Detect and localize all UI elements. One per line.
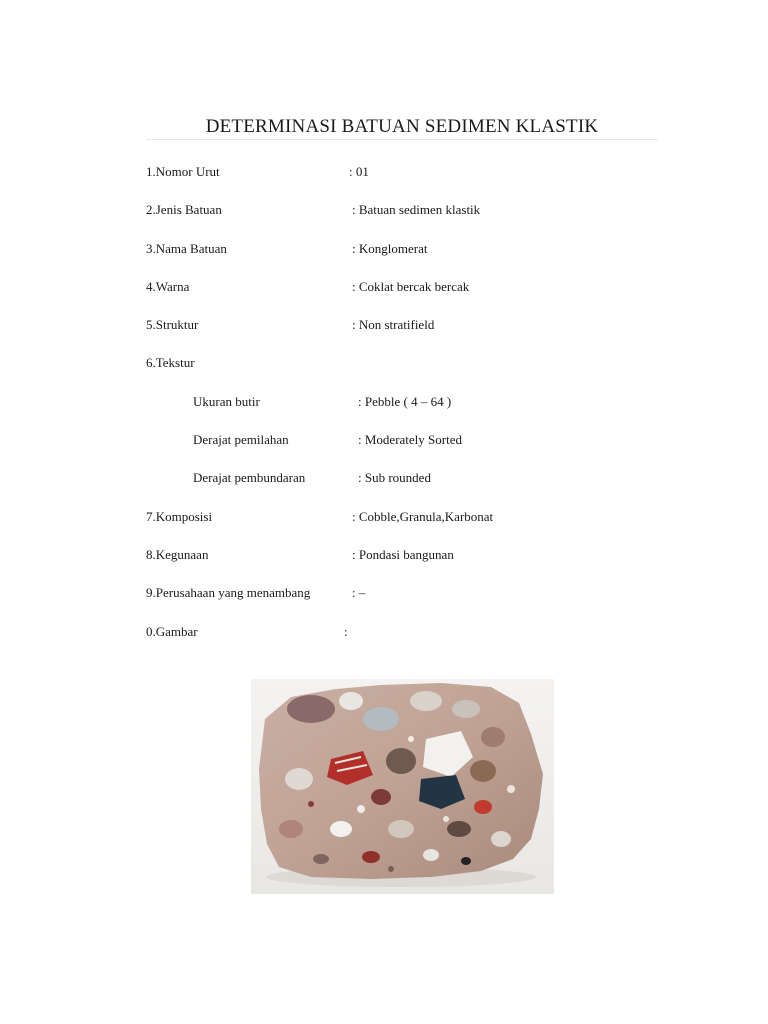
field-row-nomor-urut — [0, 163, 768, 181]
field-row-nama-batuan — [0, 240, 768, 258]
field-label: 2.Jenis Batuan — [146, 202, 222, 217]
field-value: : Sub rounded — [358, 470, 431, 485]
field-row-struktur — [0, 316, 768, 334]
field-row-ukuran-butir — [0, 393, 768, 411]
field-row-kegunaan — [0, 546, 768, 564]
field-label: 8.Kegunaan — [146, 547, 209, 562]
field-label: 6.Tekstur — [146, 355, 195, 370]
field-row-komposisi — [0, 508, 768, 526]
title-divider — [146, 139, 658, 140]
field-label: Derajat pembundaran — [193, 470, 306, 485]
field-row-derajat-pemilahan — [0, 431, 768, 449]
field-label: 0.Gambar — [146, 624, 198, 639]
field-value: : — [344, 624, 348, 639]
field-label: 5.Struktur — [146, 317, 199, 332]
field-label: 9.Perusahaan yang menambang — [146, 585, 311, 600]
page-title: DETERMINASI BATUAN SEDIMEN KLASTIK — [205, 115, 599, 137]
field-label: Ukuran butir — [193, 394, 260, 409]
field-value: : Moderately Sorted — [358, 432, 462, 447]
field-label: 4.Warna — [146, 279, 190, 294]
field-value: : Konglomerat — [352, 241, 428, 256]
field-value: : Coklat bercak bercak — [352, 279, 470, 294]
field-value: : 01 — [349, 164, 369, 179]
field-value: : Pondasi bangunan — [352, 547, 454, 562]
rock-specimen-illustration — [251, 679, 554, 894]
field-row-jenis-batuan — [0, 201, 768, 219]
field-value: : Batuan sedimen klastik — [352, 202, 481, 217]
field-label: Derajat pemilahan — [193, 432, 289, 447]
field-label: 1.Nomor Urut — [146, 164, 220, 179]
field-row-perusahaan — [0, 584, 768, 602]
field-row-tekstur — [0, 354, 768, 372]
field-row-warna — [0, 278, 768, 296]
field-value: : Pebble ( 4 – 64 ) — [358, 394, 452, 409]
conglomerate-rock-image — [251, 679, 554, 894]
field-value: : Non stratifield — [352, 317, 435, 332]
field-row-gambar — [0, 623, 768, 641]
field-row-derajat-pembundaran — [0, 469, 768, 487]
field-label: 7.Komposisi — [146, 509, 213, 524]
field-label: 3.Nama Batuan — [146, 241, 227, 256]
field-value: : Cobble,Granula,Karbonat — [352, 509, 494, 524]
field-value: : – — [352, 585, 366, 600]
